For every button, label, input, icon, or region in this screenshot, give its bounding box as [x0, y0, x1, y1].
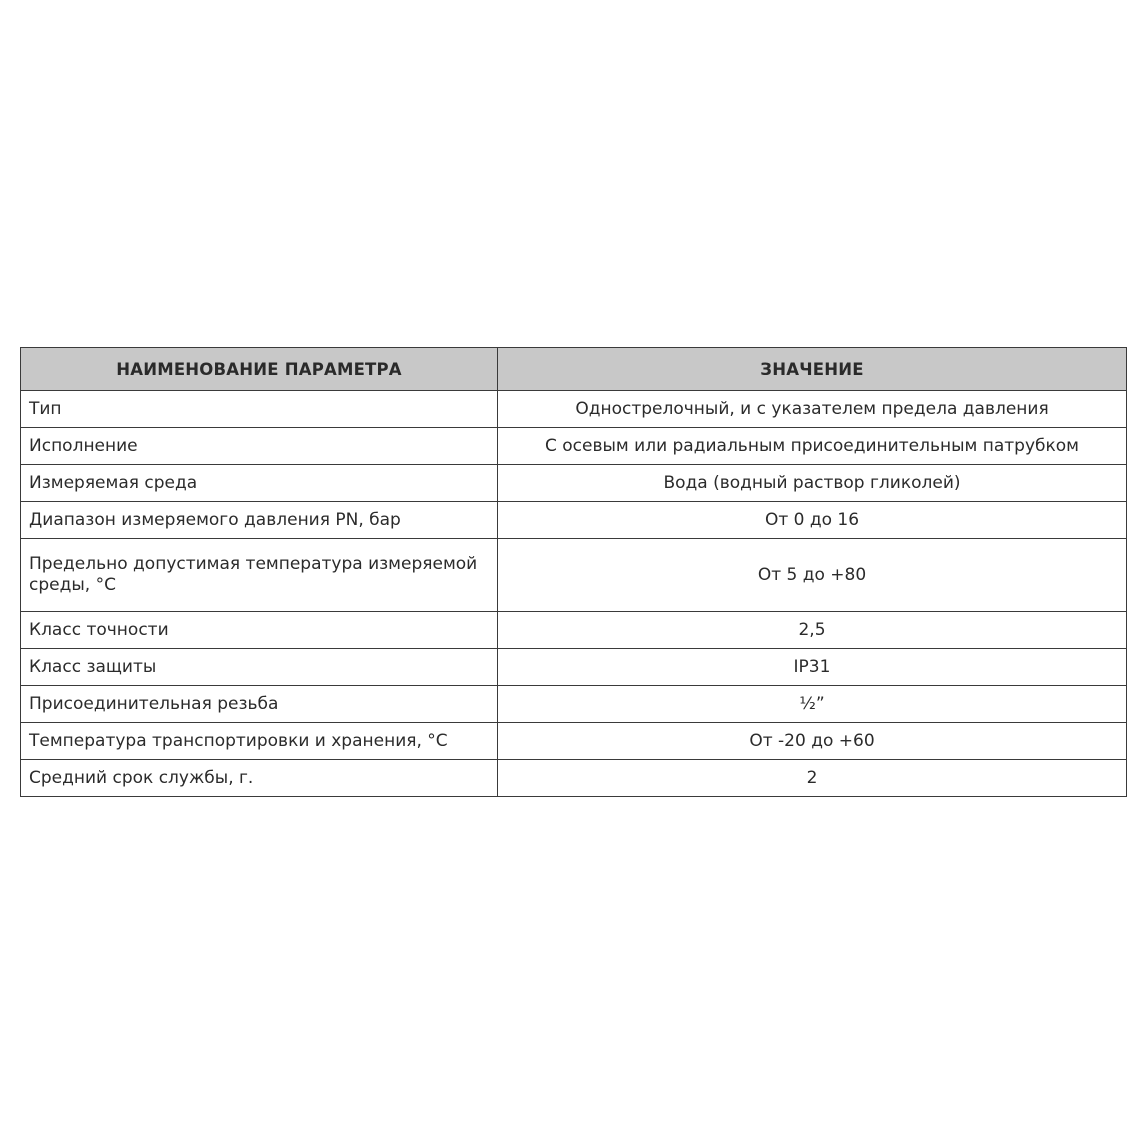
row-param: Исполнение — [21, 428, 498, 465]
row-param: Класс точности — [21, 612, 498, 649]
row-value: От 5 до +80 — [498, 539, 1127, 612]
row-param: Температура транспортировки и хранения, °C — [21, 723, 498, 760]
row-value: IP31 — [498, 649, 1127, 686]
header-param: НАИМЕНОВАНИЕ ПАРАМЕТРА — [21, 348, 498, 391]
row-value: От -20 до +60 — [498, 723, 1127, 760]
row-param: Присоединительная резьба — [21, 686, 498, 723]
row-value: С осевым или радиальным присоединительным патрубком — [498, 428, 1127, 465]
table-row — [21, 760, 1127, 797]
table-row — [21, 686, 1127, 723]
row-param: Предельно допустимая температура измеряемой среды, °C — [21, 539, 498, 612]
table-header-row — [21, 348, 1127, 391]
row-value: Вода (водный раствор гликолей) — [498, 465, 1127, 502]
row-param: Измеряемая среда — [21, 465, 498, 502]
row-param: Класс защиты — [21, 649, 498, 686]
row-param: Диапазон измеряемого давления PN, бар — [21, 502, 498, 539]
table-row — [21, 539, 1127, 612]
row-value: Однострелочный, и с указателем предела давления — [498, 391, 1127, 428]
table-row — [21, 465, 1127, 502]
table-row — [21, 391, 1127, 428]
row-value: ½” — [498, 686, 1127, 723]
row-param: Тип — [21, 391, 498, 428]
row-value: 2 — [498, 760, 1127, 797]
table-row — [21, 612, 1127, 649]
row-param: Средний срок службы, г. — [21, 760, 498, 797]
table-row — [21, 502, 1127, 539]
row-value: 2,5 — [498, 612, 1127, 649]
header-value: ЗНАЧЕНИЕ — [498, 348, 1127, 391]
table-row — [21, 649, 1127, 686]
spec-table — [20, 347, 1127, 797]
table-row — [21, 723, 1127, 760]
row-value: От 0 до 16 — [498, 502, 1127, 539]
table-row — [21, 428, 1127, 465]
